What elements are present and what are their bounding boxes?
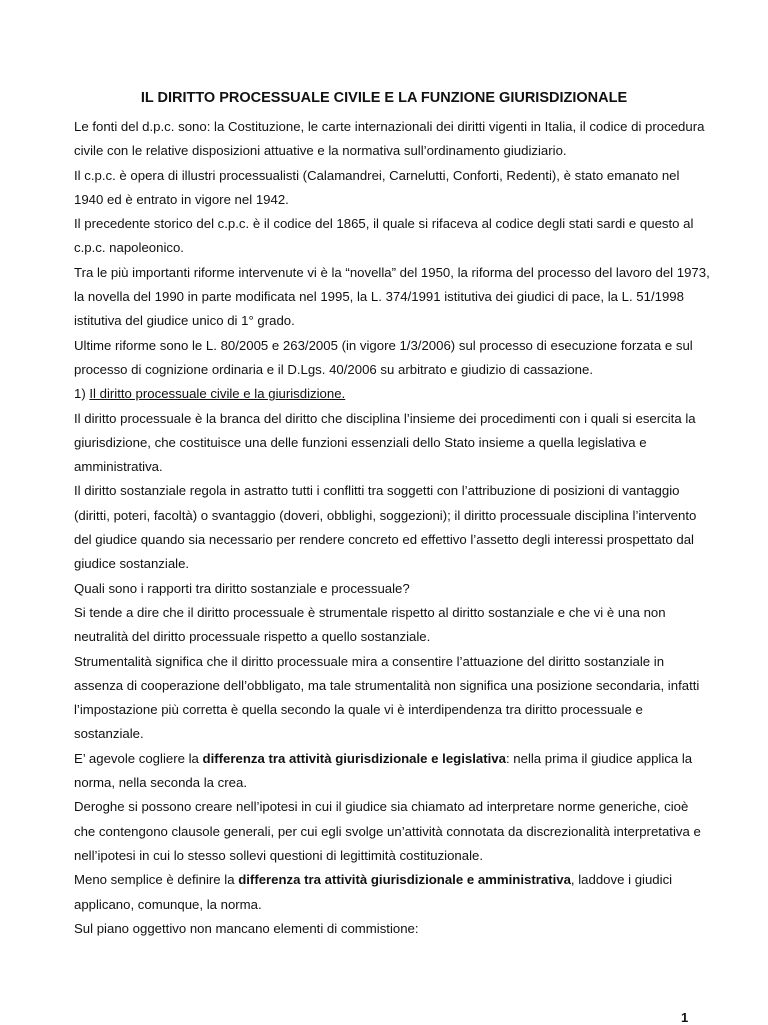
text-run: : nella prima il giudice applica la norma, nella seconda la crea. <box>74 750 693 791</box>
paragraph-differenza-amministrativa <box>74 868 710 917</box>
paragraph-differenza-legislativa <box>74 747 710 796</box>
paragraph-strumentale: Si tende a dire che il diritto processuale è strumentale rispetto al diritto sostanziale e che vi è una non neutralità del diritto processuale rispetto a quello sostanziale. <box>74 604 666 645</box>
paragraph-diritto-sostanziale: Il diritto sostanziale regola in astratto tutti i conflitti tra soggetti con l’attribuzione di posizioni di vantaggio (diritti, poteri, facoltà) o svantaggio (doveri, obblighi, soggezioni); il diritto processuale disciplina l’intervento del giudice quando sia necessario per rendere concreto ed effettivo l’assetto degli interessi prospettato dal giudice sostanziale. <box>74 483 697 572</box>
paragraph-cpc-origin: Il c.p.c. è opera di illustri processualisti (Calamandrei, Carnelutti, Conforti, Redenti), è stato emanato nel 1940 ed è entrato in vigore nel 1942. <box>74 167 680 207</box>
document-title: IL DIRITTO PROCESSUALE CIVILE E LA FUNZIONE GIURISDIZIONALE <box>140 90 628 106</box>
paragraph-fonti: Le fonti del d.p.c. sono: la Costituzione, le carte internazionali dei diritti vigenti in Italia, il codice di procedura civile con le relative disposizioni attuative e la normativa sull’ordinamento giudiziario. <box>74 119 705 159</box>
bold-term-legislativa: differenza tra attività giurisdizionale e legislativa <box>202 750 506 766</box>
paragraph-riforme: Tra le più importanti riforme intervenute vi è la “novella” del 1950, la riforma del processo del lavoro del 1973, la novella del 1990 in parte modificata nel 1995, la L. 374/1991 istitutiva dei giudici di pace, la L. 51/1998 istitutiva del giudice unico di 1° grado. <box>74 264 710 329</box>
section-heading-text: Il diritto processuale civile e la giurisdizione. <box>89 386 346 402</box>
paragraph-deroghe: Deroghe si possono creare nell’ipotesi in cui il giudice sia chiamato ad interpretare norme generiche, cioè che contengono clausole generali, per cui egli svolge un’attività connotata da discrezionalità interpretativa e nell’ipotesi in cui lo stesso sollevi questioni di legittimità costituzionale. <box>74 799 701 863</box>
page-number: 1 <box>681 1010 689 1025</box>
paragraph-ultime-riforme: Ultime riforme sono le L. 80/2005 e 263/2005 (in vigore 1/3/2006) sul processo di esecuzione forzata e sul processo di cognizione ordinaria e il D.Lgs. 40/2006 su arbitrato e giudizio di cassazione. <box>74 337 693 377</box>
paragraph-diritto-processuale: Il diritto processuale è la branca del diritto che disciplina l’insieme dei procedimenti con i quali si esercita la giurisdizione, che costituisce una delle funzioni essenziali dello Stato insieme a quella legislativa e amministrativa. <box>74 410 696 475</box>
text-run: Meno semplice è definire la <box>74 872 239 888</box>
paragraph-precedente-storico: Il precedente storico del c.p.c. è il codice del 1865, il quale si rifaceva al codice degli stati sardi e questo al c.p.c. napoleonico. <box>74 216 694 256</box>
section-number: 1) <box>74 386 90 402</box>
section-heading <box>74 382 710 406</box>
text-run: , laddove i giudici applicano, comunque, la norma. <box>74 872 673 912</box>
paragraph-question: Quali sono i rapporti tra diritto sostanziale e processuale? <box>74 580 410 596</box>
text-run: E’ agevole cogliere la <box>74 750 203 766</box>
document-body <box>74 115 710 941</box>
paragraph-strumentalita: Strumentalità significa che il diritto processuale mira a consentire l’attuazione del diritto sostanziale in assenza di cooperazione dell’obbligato, ma tale strumentalità non significa una posizione secondaria, infatti l’impostazione più corretta è quella secondo la quale vi è interdipendenza tra diritto processuale e sostanziale. <box>74 653 700 742</box>
bold-term-amministrativa: differenza tra attività giurisdizionale e amministrativa <box>238 872 571 888</box>
paragraph-piano-oggettivo: Sul piano oggettivo non mancano elementi di commistione: <box>74 920 419 936</box>
